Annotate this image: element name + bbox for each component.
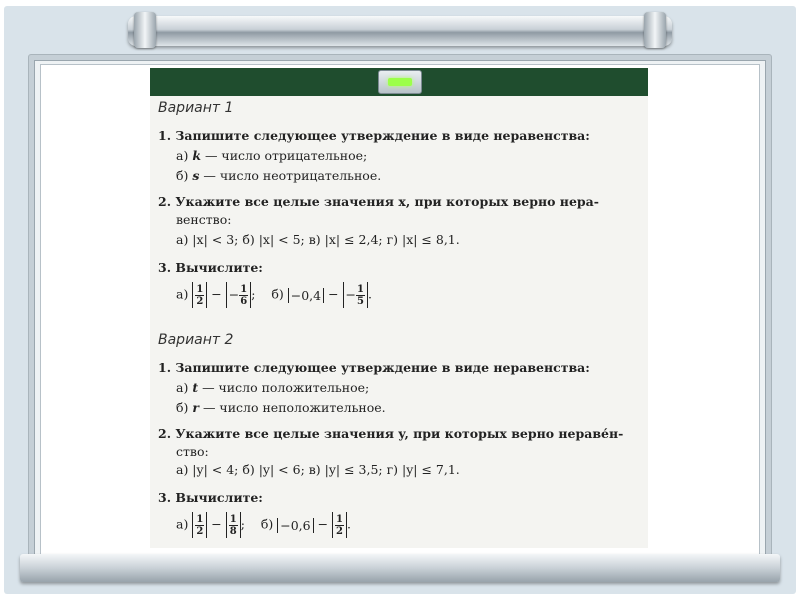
v2-q2-stem-cont: ство: (176, 444, 209, 459)
v1-q3-expressions: а) $\frac{1}{2}$ − − $\frac{1}{6}$ ; б) −0,4 − − $\frac{1}{5}$ . (176, 284, 372, 307)
roller-cap-left (134, 12, 156, 48)
abs-bracket: $\frac{1}{8}$ (226, 512, 241, 538)
bottom-bar (20, 554, 780, 582)
abs-bracket: $\frac{1}{2}$ (332, 512, 347, 538)
abs-bracket: − $\frac{1}{6}$ (226, 282, 251, 308)
v1-q2-stem-cont: венство: (176, 212, 232, 227)
v2-q1-stem: 1. Запишите следующее утверждение в виде неравенства: (158, 360, 590, 375)
v2-q2-stem: 2. Укажите все целые значения y, при которых верно нераве́н- (158, 426, 624, 441)
document-page (150, 96, 648, 548)
abs-bracket: −0,4 (288, 288, 324, 303)
top-roller (128, 16, 672, 46)
abs-bracket: −0,6 (277, 518, 313, 533)
indicator-light-icon (388, 78, 412, 86)
v1-q1-a: а) k — число отрицательное; (176, 148, 368, 163)
v1-q3-stem: 3. Вычислите: (158, 260, 263, 275)
v2-q2-options: а) |y| < 4; б) |y| < 6; в) |y| ≤ 3,5; г) |y| ≤ 7,1. (176, 462, 460, 477)
variant-1-title: Вариант 1 (158, 100, 234, 116)
v1-q2-options: а) |x| < 3; б) |x| < 5; в) |x| ≤ 2,4; г) |x| ≤ 8,1. (176, 232, 460, 247)
abs-bracket: $\frac{1}{2}$ (192, 512, 207, 538)
v2-q3-stem: 3. Вычислите: (158, 490, 263, 505)
v2-q3-expressions: а) $\frac{1}{2}$ − $\frac{1}{8}$ ; б) −0,6 − $\frac{1}{2}$ . (176, 514, 351, 537)
abs-bracket: − $\frac{1}{5}$ (343, 282, 368, 308)
variant-2-title: Вариант 2 (158, 332, 234, 348)
v2-q1-a: а) t — число положительное; (176, 380, 370, 395)
v1-q2-stem: 2. Укажите все целые значения x, при которых верно нера- (158, 194, 599, 209)
v2-q1-b: б) r — число неположительное. (176, 400, 386, 415)
v1-q1-stem: 1. Запишите следующее утверждение в виде неравенства: (158, 128, 590, 143)
roller-cap-right (644, 12, 666, 48)
v1-q1-b: б) s — число неотрицательное. (176, 168, 382, 183)
abs-bracket: $\frac{1}{2}$ (192, 282, 207, 308)
